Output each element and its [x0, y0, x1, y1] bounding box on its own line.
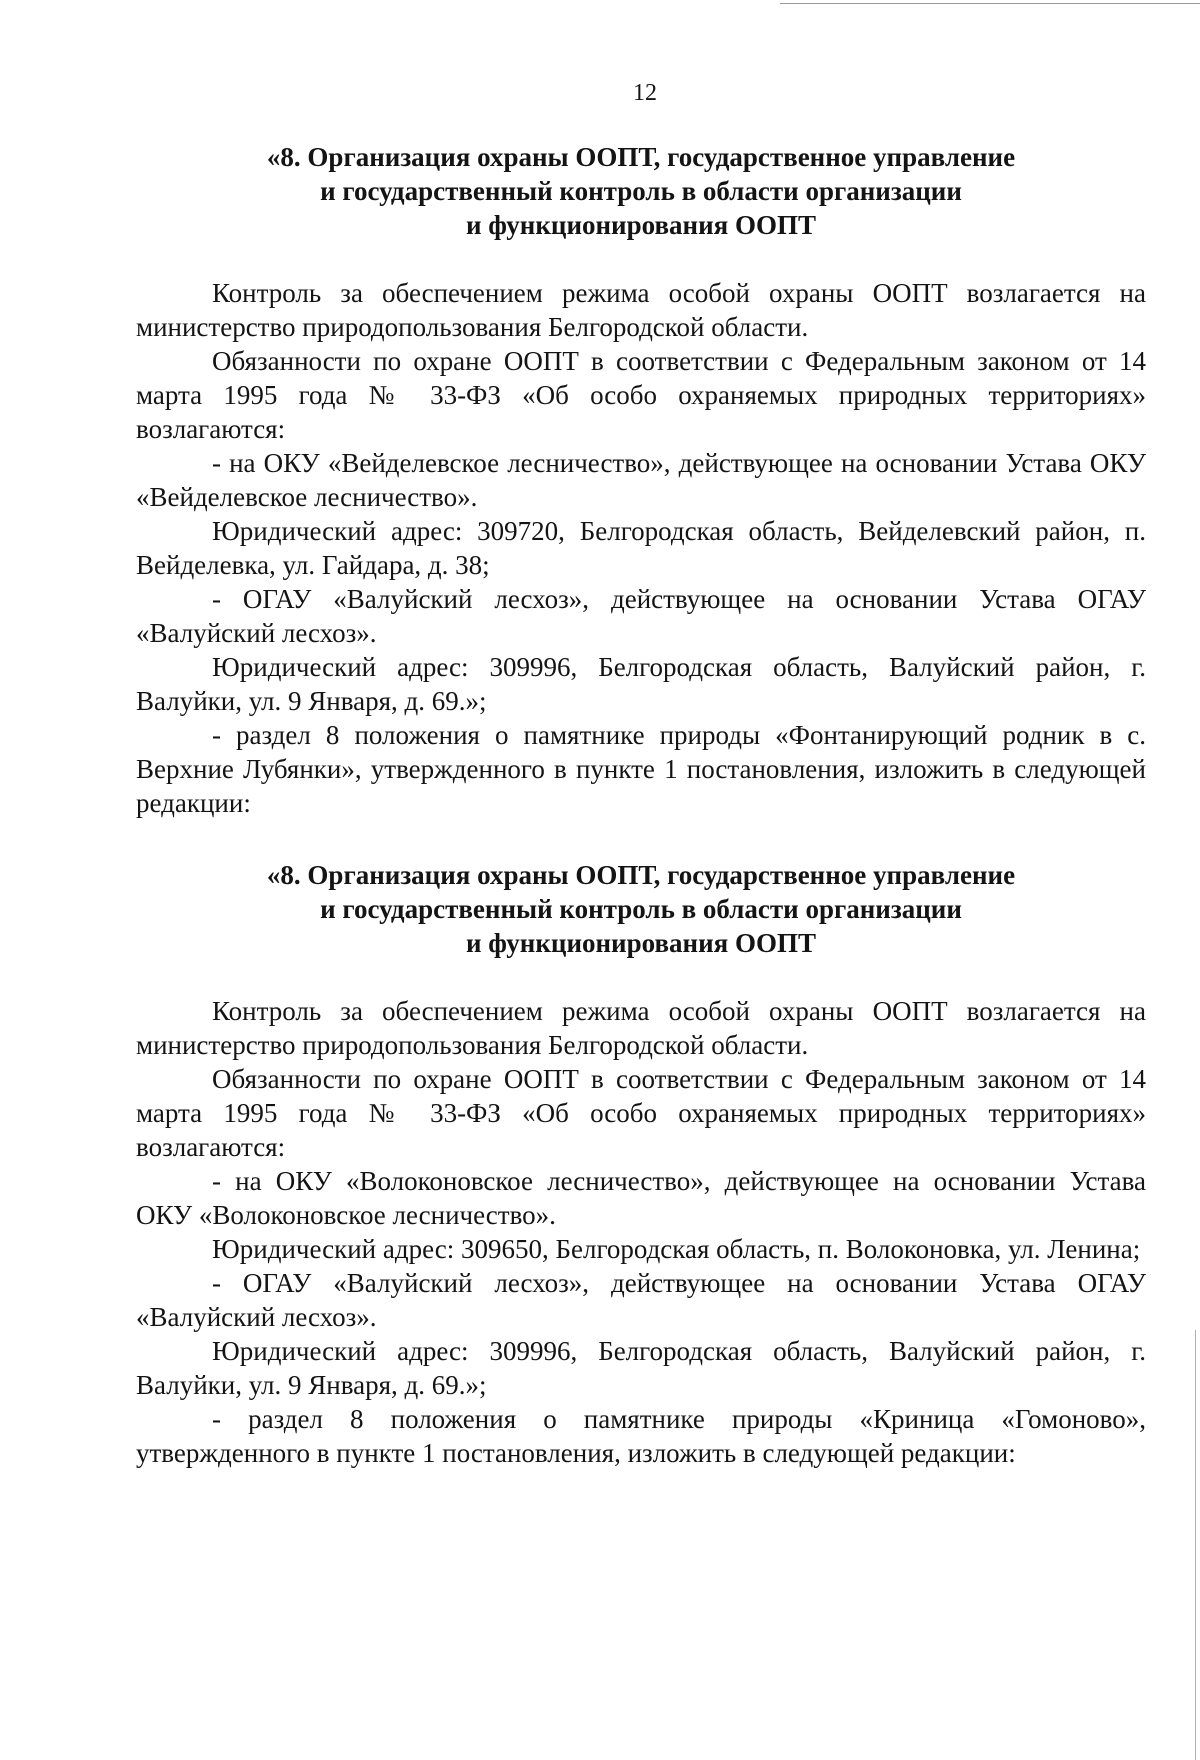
- section-heading: [136, 140, 1146, 242]
- heading-line: «8. Организация охраны ООПТ, государственное управление: [266, 142, 1016, 172]
- section-heading: [136, 858, 1146, 960]
- paragraph: Контроль за обеспечением режима особой охраны ООПТ возлагается на министерство природопользования Белгородской области.: [136, 996, 1146, 1060]
- heading-line: и функционирования ООПТ: [465, 928, 817, 958]
- heading-line: «8. Организация охраны ООПТ, государственное управление: [266, 860, 1016, 890]
- paragraph: Обязанности по охране ООПТ в соответствии с Федеральным законом от 14 марта 1995 года № 33-ФЗ «Об особо охраняемых природных территориях» возлагаются:: [136, 1064, 1146, 1162]
- heading-line: и государственный контроль в области организации: [320, 894, 962, 924]
- paragraph: Контроль за обеспечением режима особой охраны ООПТ возлагается на министерство природопользования Белгородской области.: [136, 278, 1146, 342]
- heading-line: и государственный контроль в области организации: [320, 176, 962, 206]
- document-body: [136, 140, 1146, 1470]
- scan-edge-top: [780, 3, 1200, 4]
- heading-line: и функционирования ООПТ: [465, 210, 817, 240]
- paragraph: - ОГАУ «Валуйский лесхоз», действующее на основании Устава ОГАУ «Валуйский лесхоз».: [136, 1268, 1146, 1332]
- page-number: 12: [633, 80, 657, 106]
- paragraph: Юридический адрес: 309720, Белгородская область, Вейделевский район, п. Вейделевка, ул. Гайдара, д. 38;: [136, 516, 1146, 580]
- paragraph: - раздел 8 положения о памятнике природы «Криница «Гомоново», утвержденного в пункте 1 постановления, изложить в следующей редакции:: [136, 1404, 1146, 1468]
- section-amendment-2: [136, 858, 1146, 1470]
- paragraph: - на ОКУ «Вейделевское лесничество», действующее на основании Устава ОКУ «Вейделевское лесничество».: [136, 448, 1146, 512]
- scan-edge-right: [1195, 1330, 1196, 1760]
- paragraph: - на ОКУ «Волоконовское лесничество», действующее на основании Устава ОКУ «Волоконовское лесничество».: [136, 1166, 1146, 1230]
- paragraph: Юридический адрес: 309996, Белгородская область, Валуйский район, г. Валуйки, ул. 9 Января, д. 69.»;: [136, 1336, 1146, 1400]
- paragraph: - раздел 8 положения о памятнике природы «Фонтанирующий родник в с. Верхние Лубянки», утвержденного в пункте 1 постановления, изложить в следующей редакции:: [136, 720, 1146, 818]
- paragraph: - ОГАУ «Валуйский лесхоз», действующее на основании Устава ОГАУ «Валуйский лесхоз».: [136, 584, 1146, 648]
- paragraph: Обязанности по охране ООПТ в соответствии с Федеральным законом от 14 марта 1995 года № 33-ФЗ «Об особо охраняемых природных территориях» возлагаются:: [136, 346, 1146, 444]
- paragraph: Юридический адрес: 309650, Белгородская область, п. Волоконовка, ул. Ленина;: [212, 1234, 1141, 1264]
- paragraph: Юридический адрес: 309996, Белгородская область, Валуйский район, г. Валуйки, ул. 9 Января, д. 69.»;: [136, 652, 1146, 716]
- section-amendment-1: [136, 140, 1146, 820]
